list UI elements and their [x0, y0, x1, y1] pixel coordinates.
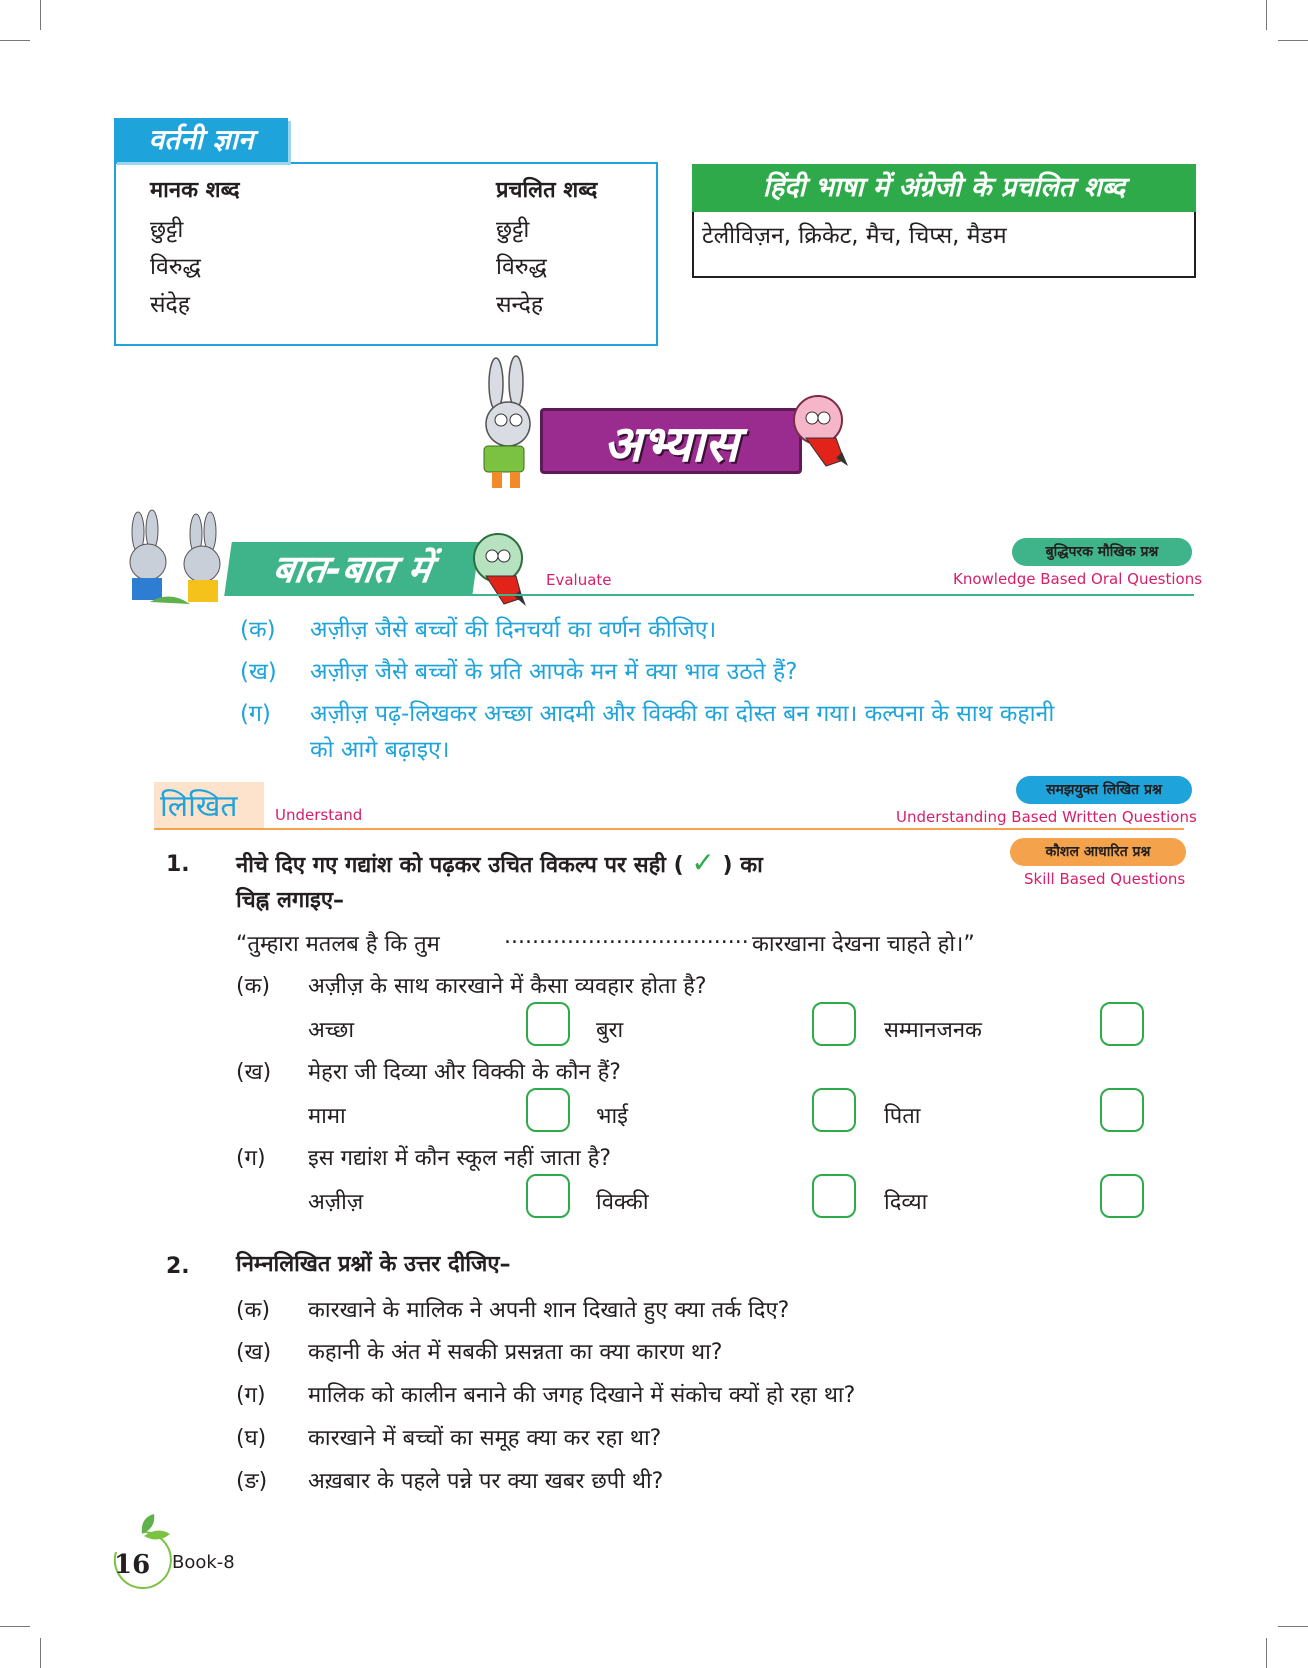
written-question-label: (ख) [236, 1340, 272, 1365]
understand-tag: Understand [275, 806, 363, 824]
mcq-question: अज़ीज़ के साथ कारखाने में कैसा व्यवहार होता है? [308, 974, 707, 999]
oral-questions-badge: बुद्धिपरक मौखिक प्रश्न [1012, 538, 1192, 566]
exercise-banner: अभ्यास [540, 408, 802, 474]
written-question-text: कहानी के अंत में सबकी प्रसन्नता का क्या कारण था? [308, 1340, 723, 1365]
spelling-title: वर्तनी ज्ञान [114, 118, 288, 162]
oral-question-label: (क) [240, 617, 276, 643]
answer-checkbox[interactable] [1100, 1088, 1144, 1132]
crop-mark [0, 1626, 30, 1627]
passage-quote-end: कारखाना देखना चाहते हो।” [752, 932, 975, 957]
crop-mark [40, 1638, 41, 1668]
crop-mark [1278, 40, 1308, 41]
mcq-option: मामा [308, 1104, 346, 1129]
oral-question-text-continued: को आगे बढ़ाइए। [310, 737, 450, 763]
check-mark-icon: ✓ [691, 846, 715, 879]
answer-checkbox[interactable] [526, 1002, 570, 1046]
oral-question-label: (ग) [240, 701, 271, 727]
passage-blank: ................................... [504, 924, 749, 949]
skill-questions-label: Skill Based Questions [1024, 870, 1186, 888]
oral-question-text: अज़ीज़ पढ़-लिखकर अच्छा आदमी और विक्की का दोस्त बन गया। कल्पना के साथ कहानी [310, 701, 1055, 727]
section-divider [154, 828, 1184, 830]
mcq-option: बुरा [596, 1018, 624, 1043]
question-1-text [236, 846, 763, 879]
crop-mark [40, 0, 41, 30]
written-question-label: (ग) [236, 1383, 266, 1408]
question-number: 2. [166, 1254, 190, 1279]
common-words-header: प्रचलित शब्द [496, 178, 598, 203]
oral-questions-label: Knowledge Based Oral Questions [953, 570, 1203, 588]
page-number: 16 [114, 1550, 151, 1580]
common-word: छुट्टी [496, 217, 530, 243]
written-question-text: कारखाने में बच्चों का समूह क्या कर रहा था? [308, 1426, 662, 1451]
mcq-option: अज़ीज़ [308, 1190, 364, 1215]
mcq-label: (ख) [236, 1060, 272, 1085]
mcq-option: दिव्या [884, 1190, 928, 1215]
standard-words-header: मानक शब्द [150, 178, 240, 203]
question-2-text: निम्नलिखित प्रश्नों के उत्तर दीजिए– [236, 1252, 511, 1277]
answer-checkbox[interactable] [1100, 1174, 1144, 1218]
answer-checkbox[interactable] [1100, 1002, 1144, 1046]
rabbit-reading-illustration [466, 354, 546, 494]
pencil-mascot-icon [468, 528, 538, 608]
standard-word: संदेह [150, 292, 190, 318]
mcq-question: इस गद्यांश में कौन स्कूल नहीं जाता है? [308, 1146, 612, 1171]
oral-question-label: (ख) [240, 659, 277, 685]
answer-checkbox[interactable] [812, 1002, 856, 1046]
mcq-question: मेहरा जी दिव्या और विक्की के कौन हैं? [308, 1060, 621, 1085]
written-question-label: (क) [236, 1298, 271, 1323]
evaluate-tag: Evaluate [546, 571, 612, 589]
mcq-option: पिता [884, 1104, 921, 1129]
oral-question-text: अज़ीज़ जैसे बच्चों के प्रति आपके मन में क्या भाव उठते हैं? [310, 659, 798, 685]
crop-mark [1278, 1626, 1308, 1627]
crop-mark [1266, 0, 1267, 30]
question-1-text-part: नीचे दिए गए गद्यांश को पढ़कर उचित विकल्प पर सही ( [236, 853, 684, 878]
written-question-label: (घ) [236, 1426, 267, 1451]
answer-checkbox[interactable] [526, 1174, 570, 1218]
common-word: सन्देह [496, 292, 544, 318]
standard-word: छुट्टी [150, 217, 184, 243]
oral-question-text: अज़ीज़ जैसे बच्चों की दिनचर्या का वर्णन कीजिए। [310, 617, 717, 643]
common-word: विरुद्ध [496, 254, 547, 280]
likhit-heading: लिखित [160, 789, 238, 824]
pencil-mascot-icon [786, 390, 858, 468]
answer-checkbox[interactable] [812, 1088, 856, 1132]
mcq-label: (ग) [236, 1146, 266, 1171]
crop-mark [0, 40, 30, 41]
baat-baat-banner: बात-बात में [224, 542, 480, 596]
mcq-option: सम्मानजनक [884, 1018, 982, 1043]
rabbits-illustration [110, 510, 230, 616]
mcq-label: (क) [236, 974, 271, 999]
written-questions-label: Understanding Based Written Questions [896, 808, 1197, 826]
answer-checkbox[interactable] [526, 1088, 570, 1132]
english-words-title: हिंदी भाषा में अंग्रेजी के प्रचलित शब्द [692, 164, 1196, 212]
written-question-label: (ङ) [236, 1469, 268, 1494]
mcq-option: विक्की [596, 1190, 649, 1215]
english-words-list: टेलीविज़न, क्रिकेट, मैच, चिप्स, मैडम [702, 223, 1007, 249]
passage-quote-start: “तुम्हारा मतलब है कि तुम [236, 932, 440, 957]
mcq-option: भाई [596, 1104, 628, 1129]
section-divider [430, 594, 1194, 596]
question-number: 1. [166, 852, 190, 877]
written-questions-badge: समझयुक्त लिखित प्रश्न [1016, 776, 1192, 804]
skill-questions-badge: कौशल आधारित प्रश्न [1010, 838, 1186, 866]
standard-word: विरुद्ध [150, 254, 201, 280]
question-1-text-part: ) का [722, 853, 763, 878]
answer-checkbox[interactable] [812, 1174, 856, 1218]
crop-mark [1266, 1638, 1267, 1668]
written-question-text: कारखाने के मालिक ने अपनी शान दिखाते हुए क्या तर्क दिए? [308, 1298, 790, 1323]
mcq-option: अच्छा [308, 1018, 355, 1043]
written-question-text: मालिक को कालीन बनाने की जगह दिखाने में संकोच क्यों हो रहा था? [308, 1383, 856, 1408]
question-1-text-line2: चिह्न लगाइए– [236, 888, 344, 913]
book-label: Book-8 [172, 1552, 235, 1573]
written-question-text: अख़बार के पहले पन्ने पर क्या खबर छपी थी? [308, 1469, 664, 1494]
